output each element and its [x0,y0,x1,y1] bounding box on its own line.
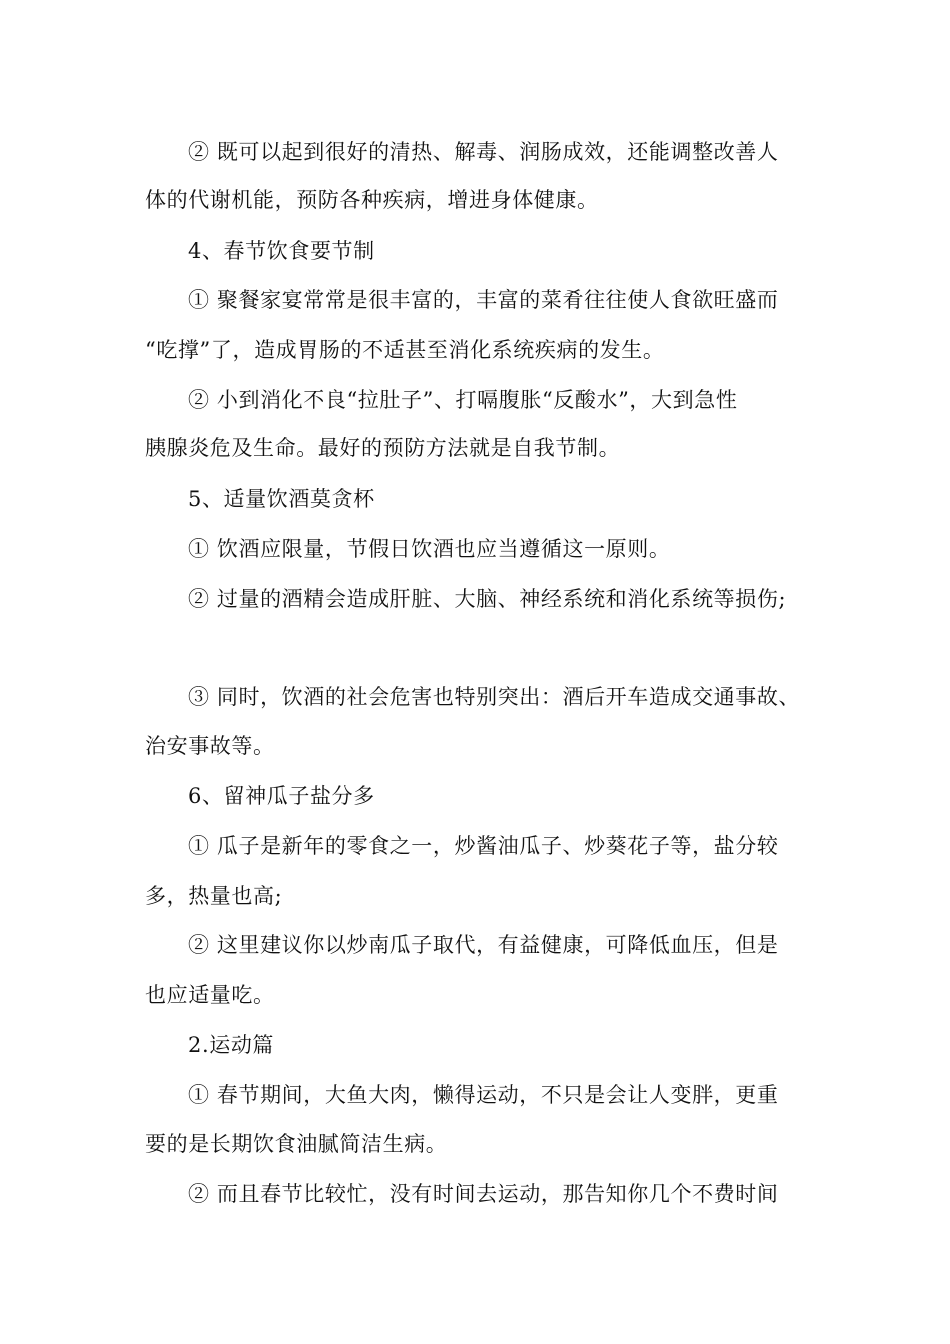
paragraph-line: ② 过量的酒精会造成肝脏、大脑、神经系统和消化系统等损伤; [188,587,787,611]
section-heading: 6、留神瓜子盐分多 [188,784,375,808]
paragraph-line: 多，热量也高; [145,884,283,908]
paragraph-line: 体的代谢机能，预防各种疾病，增进身体健康。 [145,188,599,212]
paragraph-line: ① 聚餐家宴常常是很丰富的，丰富的菜肴往往使人食欲旺盛而 [188,288,779,312]
section-heading: 4、春节饮食要节制 [188,239,375,263]
section-heading: 2.运动篇 [188,1033,275,1057]
paragraph-line: ② 小到消化不良“拉肚子”、打嗝腹胀“反酸水”，大到急性 [188,388,738,412]
paragraph-line: ① 春节期间，大鱼大肉，懒得运动，不只是会让人变胖，更重 [188,1083,779,1107]
section-heading: 5、适量饮酒莫贪杯 [188,487,375,511]
paragraph-line: 要的是长期饮食油腻简洁生病。 [145,1132,448,1156]
paragraph-line: ② 而且春节比较忙，没有时间去运动，那告知你几个不费时间 [188,1182,779,1206]
paragraph-line: ① 瓜子是新年的零食之一，炒酱油瓜子、炒葵花子等，盐分较 [188,834,779,858]
paragraph-line: 胰腺炎危及生命。最好的预防方法就是自我节制。 [145,436,621,460]
paragraph-line: ② 既可以起到很好的清热、解毒、润肠成效，还能调整改善人 [188,140,779,164]
paragraph-line: ② 这里建议你以炒南瓜子取代，有益健康，可降低血压，但是 [188,933,779,957]
paragraph-line: ① 饮酒应限量，节假日饮酒也应当遵循这一原则。 [188,537,671,561]
paragraph-line: 也应适量吃。 [145,983,275,1007]
paragraph-line: 治安事故等。 [145,734,275,758]
paragraph-line: ③ 同时，饮酒的社会危害也特别突出：酒后开车造成交通事故、 [188,685,801,709]
paragraph-line: “吃撑”了，造成胃肠的不适甚至消化系统疾病的发生。 [145,338,665,362]
